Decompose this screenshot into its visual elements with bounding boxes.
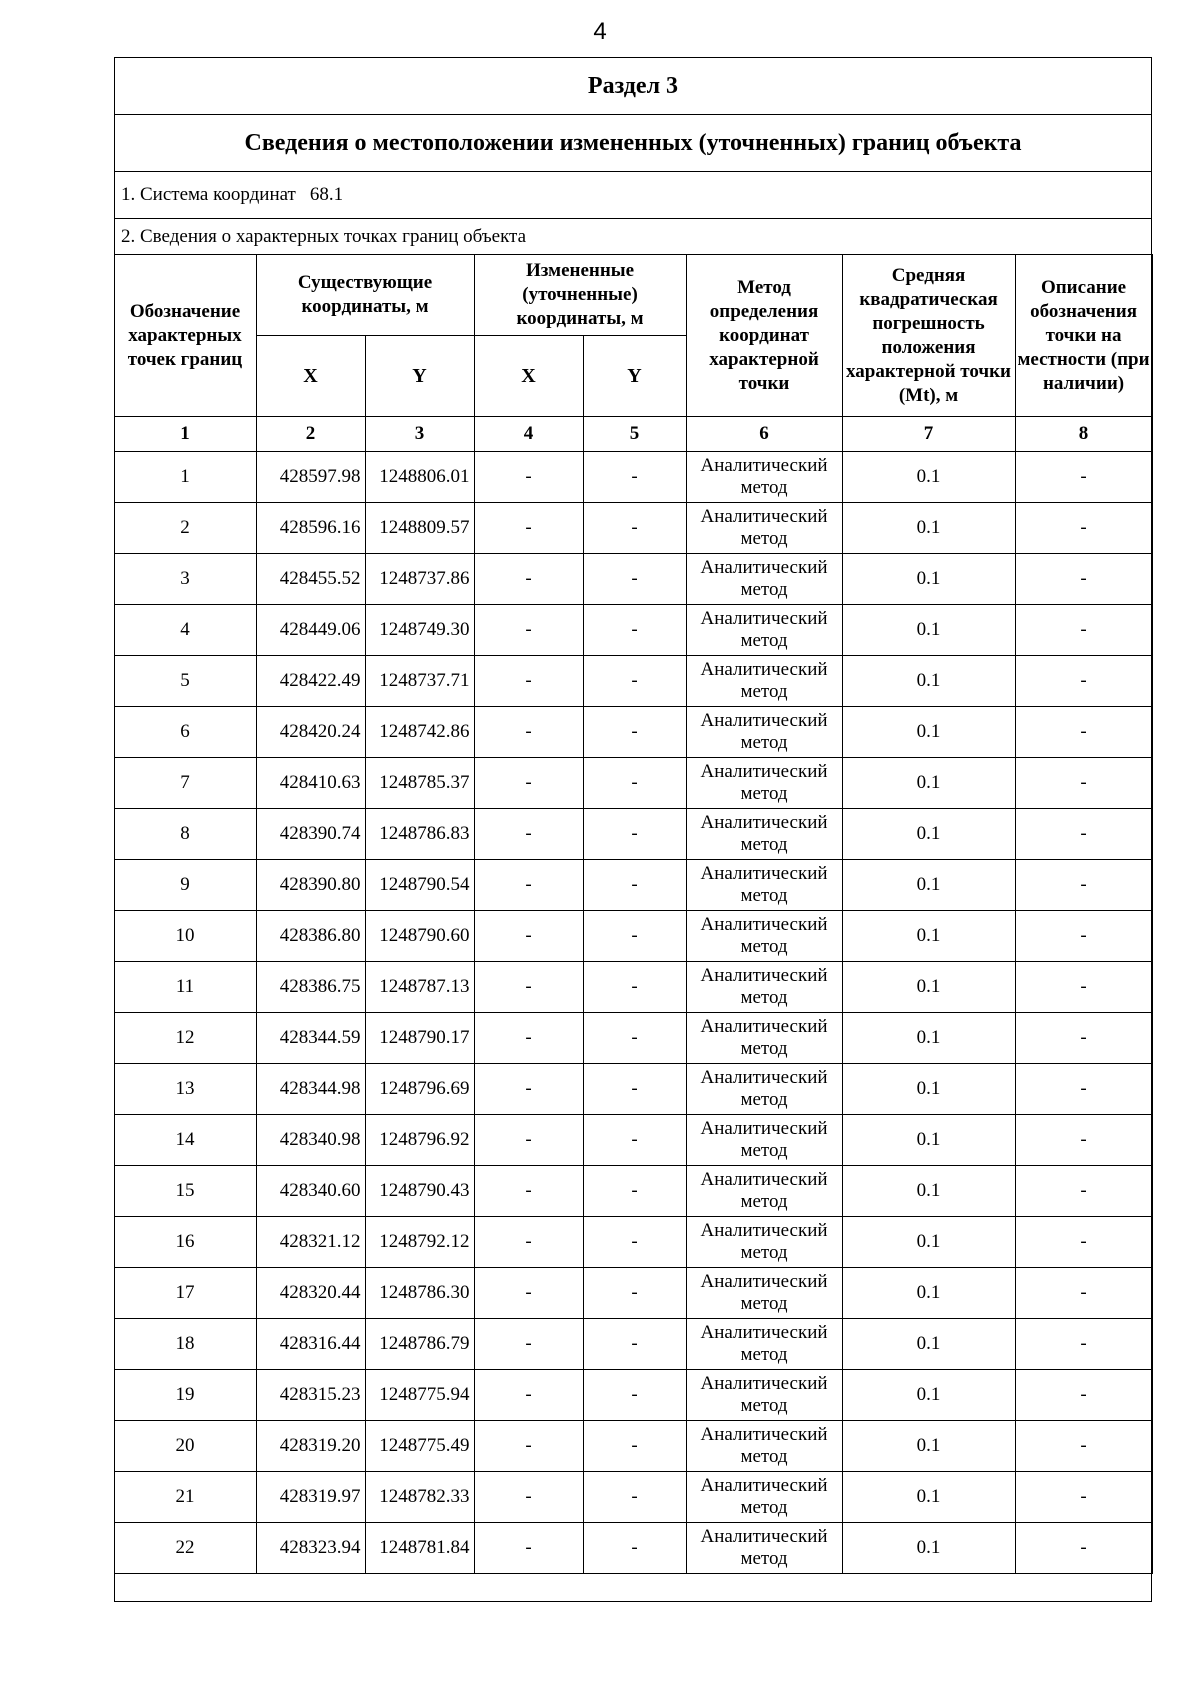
error-cell: 0.1 xyxy=(842,962,1015,1013)
description-cell: - xyxy=(1015,1217,1152,1268)
changed-y-cell: - xyxy=(583,911,686,962)
existing-x-cell: 428390.74 xyxy=(256,809,365,860)
existing-y-cell: 1248792.12 xyxy=(365,1217,474,1268)
section-subtitle: Сведения о местоположении измененных (уточненных) границ объекта xyxy=(115,115,1151,172)
method-cell: Аналитический метод xyxy=(686,962,842,1013)
changed-x-cell: - xyxy=(474,554,583,605)
description-cell: - xyxy=(1015,1064,1152,1115)
column-number: 8 xyxy=(1015,417,1152,452)
existing-x-cell: 428340.60 xyxy=(256,1166,365,1217)
existing-y-cell: 1248790.17 xyxy=(365,1013,474,1064)
table-row xyxy=(114,452,1152,503)
table-row xyxy=(114,911,1152,962)
point-number-cell: 13 xyxy=(114,1064,256,1115)
changed-y-cell: - xyxy=(583,809,686,860)
point-number-cell: 10 xyxy=(114,911,256,962)
point-number-cell: 4 xyxy=(114,605,256,656)
description-cell: - xyxy=(1015,758,1152,809)
section-title: Раздел 3 xyxy=(115,58,1151,115)
method-cell: Аналитический метод xyxy=(686,554,842,605)
existing-x-cell: 428320.44 xyxy=(256,1268,365,1319)
description-cell: - xyxy=(1015,1421,1152,1472)
description-cell: - xyxy=(1015,860,1152,911)
header-changed-coords: Измененные (уточненные) координаты, м xyxy=(474,255,686,336)
changed-y-cell: - xyxy=(583,1217,686,1268)
existing-x-cell: 428344.59 xyxy=(256,1013,365,1064)
changed-y-cell: - xyxy=(583,1523,686,1574)
table-row xyxy=(114,656,1152,707)
points-table xyxy=(114,254,1153,1602)
coordinate-system-value: 68.1 xyxy=(309,184,344,205)
existing-x-cell: 428344.98 xyxy=(256,1064,365,1115)
method-cell: Аналитический метод xyxy=(686,605,842,656)
table-row xyxy=(114,1268,1152,1319)
existing-x-cell: 428410.63 xyxy=(256,758,365,809)
existing-y-cell: 1248785.37 xyxy=(365,758,474,809)
point-number-cell: 18 xyxy=(114,1319,256,1370)
existing-y-cell: 1248781.84 xyxy=(365,1523,474,1574)
existing-y-cell: 1248737.71 xyxy=(365,656,474,707)
existing-x-cell: 428449.06 xyxy=(256,605,365,656)
changed-y-cell: - xyxy=(583,1319,686,1370)
table-row xyxy=(114,1115,1152,1166)
table-row xyxy=(114,554,1152,605)
table-row xyxy=(114,962,1152,1013)
existing-y-cell: 1248806.01 xyxy=(365,452,474,503)
table-row xyxy=(114,1064,1152,1115)
description-cell: - xyxy=(1015,1013,1152,1064)
method-cell: Аналитический метод xyxy=(686,1523,842,1574)
changed-y-cell: - xyxy=(583,860,686,911)
error-cell: 0.1 xyxy=(842,554,1015,605)
existing-x-cell: 428455.52 xyxy=(256,554,365,605)
error-cell: 0.1 xyxy=(842,758,1015,809)
changed-x-cell: - xyxy=(474,1421,583,1472)
existing-y-cell: 1248742.86 xyxy=(365,707,474,758)
header-designation: Обозначение характерных точек границ xyxy=(114,255,256,417)
header-existing-x: X xyxy=(256,336,365,417)
method-cell: Аналитический метод xyxy=(686,911,842,962)
method-cell: Аналитический метод xyxy=(686,1370,842,1421)
existing-x-cell: 428597.98 xyxy=(256,452,365,503)
error-cell: 0.1 xyxy=(842,1472,1015,1523)
existing-y-cell: 1248775.94 xyxy=(365,1370,474,1421)
changed-x-cell: - xyxy=(474,452,583,503)
existing-x-cell: 428390.80 xyxy=(256,860,365,911)
changed-y-cell: - xyxy=(583,1472,686,1523)
description-cell: - xyxy=(1015,452,1152,503)
error-cell: 0.1 xyxy=(842,1115,1015,1166)
table-row xyxy=(114,1166,1152,1217)
changed-x-cell: - xyxy=(474,1217,583,1268)
changed-x-cell: - xyxy=(474,809,583,860)
method-cell: Аналитический метод xyxy=(686,1115,842,1166)
description-cell: - xyxy=(1015,1370,1152,1421)
existing-y-cell: 1248782.33 xyxy=(365,1472,474,1523)
existing-x-cell: 428321.12 xyxy=(256,1217,365,1268)
existing-x-cell: 428323.94 xyxy=(256,1523,365,1574)
existing-x-cell: 428319.97 xyxy=(256,1472,365,1523)
changed-y-cell: - xyxy=(583,1421,686,1472)
existing-x-cell: 428386.75 xyxy=(256,962,365,1013)
column-number: 1 xyxy=(114,417,256,452)
changed-x-cell: - xyxy=(474,707,583,758)
existing-x-cell: 428315.23 xyxy=(256,1370,365,1421)
error-cell: 0.1 xyxy=(842,911,1015,962)
changed-x-cell: - xyxy=(474,605,583,656)
point-number-cell: 1 xyxy=(114,452,256,503)
method-cell: Аналитический метод xyxy=(686,809,842,860)
error-cell: 0.1 xyxy=(842,503,1015,554)
description-cell: - xyxy=(1015,1268,1152,1319)
existing-y-cell: 1248787.13 xyxy=(365,962,474,1013)
method-cell: Аналитический метод xyxy=(686,1319,842,1370)
method-cell: Аналитический метод xyxy=(686,1472,842,1523)
point-number-cell: 7 xyxy=(114,758,256,809)
existing-x-cell: 428319.20 xyxy=(256,1421,365,1472)
point-number-cell: 16 xyxy=(114,1217,256,1268)
error-cell: 0.1 xyxy=(842,1421,1015,1472)
point-number-cell: 12 xyxy=(114,1013,256,1064)
existing-y-cell: 1248809.57 xyxy=(365,503,474,554)
error-cell: 0.1 xyxy=(842,656,1015,707)
changed-x-cell: - xyxy=(474,860,583,911)
column-number: 3 xyxy=(365,417,474,452)
changed-y-cell: - xyxy=(583,1013,686,1064)
existing-y-cell: 1248749.30 xyxy=(365,605,474,656)
error-cell: 0.1 xyxy=(842,1319,1015,1370)
existing-y-cell: 1248786.79 xyxy=(365,1319,474,1370)
changed-y-cell: - xyxy=(583,1370,686,1421)
error-cell: 0.1 xyxy=(842,707,1015,758)
method-cell: Аналитический метод xyxy=(686,1013,842,1064)
point-number-cell: 21 xyxy=(114,1472,256,1523)
method-cell: Аналитический метод xyxy=(686,707,842,758)
point-number-cell: 14 xyxy=(114,1115,256,1166)
existing-x-cell: 428386.80 xyxy=(256,911,365,962)
header-error: Средняя квадратическая погрешность положения характерной точки (Mt), м xyxy=(842,255,1015,417)
column-number: 5 xyxy=(583,417,686,452)
table-row xyxy=(114,1472,1152,1523)
changed-y-cell: - xyxy=(583,962,686,1013)
points-table-body xyxy=(114,452,1152,1602)
column-number: 2 xyxy=(256,417,365,452)
changed-y-cell: - xyxy=(583,1166,686,1217)
existing-x-cell: 428420.24 xyxy=(256,707,365,758)
changed-y-cell: - xyxy=(583,758,686,809)
table-row xyxy=(114,605,1152,656)
error-cell: 0.1 xyxy=(842,1523,1015,1574)
changed-x-cell: - xyxy=(474,758,583,809)
coordinate-system-label: 1. Система координат xyxy=(121,184,296,205)
changed-x-cell: - xyxy=(474,962,583,1013)
changed-y-cell: - xyxy=(583,554,686,605)
existing-y-cell: 1248786.30 xyxy=(365,1268,474,1319)
table-row xyxy=(114,503,1152,554)
header-existing-y: Y xyxy=(365,336,474,417)
description-cell: - xyxy=(1015,1166,1152,1217)
page-number: 4 xyxy=(593,18,607,45)
error-cell: 0.1 xyxy=(842,452,1015,503)
changed-x-cell: - xyxy=(474,1319,583,1370)
error-cell: 0.1 xyxy=(842,1217,1015,1268)
method-cell: Аналитический метод xyxy=(686,860,842,911)
changed-x-cell: - xyxy=(474,1115,583,1166)
existing-y-cell: 1248790.54 xyxy=(365,860,474,911)
existing-y-cell: 1248786.83 xyxy=(365,809,474,860)
existing-x-cell: 428340.98 xyxy=(256,1115,365,1166)
column-number: 4 xyxy=(474,417,583,452)
point-number-cell: 5 xyxy=(114,656,256,707)
method-cell: Аналитический метод xyxy=(686,1268,842,1319)
changed-y-cell: - xyxy=(583,503,686,554)
changed-x-cell: - xyxy=(474,1064,583,1115)
existing-x-cell: 428316.44 xyxy=(256,1319,365,1370)
existing-y-cell: 1248790.43 xyxy=(365,1166,474,1217)
error-cell: 0.1 xyxy=(842,809,1015,860)
existing-y-cell: 1248796.69 xyxy=(365,1064,474,1115)
error-cell: 0.1 xyxy=(842,1013,1015,1064)
changed-x-cell: - xyxy=(474,911,583,962)
points-caption: 2. Сведения о характерных точках границ объекта xyxy=(121,226,527,247)
method-cell: Аналитический метод xyxy=(686,1166,842,1217)
table-row xyxy=(114,1370,1152,1421)
changed-x-cell: - xyxy=(474,1013,583,1064)
description-cell: - xyxy=(1015,503,1152,554)
description-cell: - xyxy=(1015,962,1152,1013)
changed-x-cell: - xyxy=(474,1523,583,1574)
header-changed-y: Y xyxy=(583,336,686,417)
point-number-cell: 6 xyxy=(114,707,256,758)
coordinate-system xyxy=(115,172,1151,219)
existing-x-cell: 428422.49 xyxy=(256,656,365,707)
error-cell: 0.1 xyxy=(842,1064,1015,1115)
table-row xyxy=(114,1523,1152,1574)
point-number-cell: 19 xyxy=(114,1370,256,1421)
description-cell: - xyxy=(1015,1472,1152,1523)
description-cell: - xyxy=(1015,1115,1152,1166)
changed-x-cell: - xyxy=(474,656,583,707)
table-row xyxy=(114,809,1152,860)
column-number: 6 xyxy=(686,417,842,452)
method-cell: Аналитический метод xyxy=(686,656,842,707)
changed-x-cell: - xyxy=(474,1370,583,1421)
header-description: Описание обозначения точки на местности (при наличии) xyxy=(1015,255,1152,417)
point-number-cell: 3 xyxy=(114,554,256,605)
table-footer-row xyxy=(114,1574,1152,1602)
point-number-cell: 22 xyxy=(114,1523,256,1574)
changed-y-cell: - xyxy=(583,605,686,656)
existing-x-cell: 428596.16 xyxy=(256,503,365,554)
header-method: Метод определения координат характерной точки xyxy=(686,255,842,417)
table-row xyxy=(114,860,1152,911)
changed-y-cell: - xyxy=(583,1268,686,1319)
description-cell: - xyxy=(1015,1319,1152,1370)
changed-y-cell: - xyxy=(583,1115,686,1166)
table-row xyxy=(114,1217,1152,1268)
column-number: 7 xyxy=(842,417,1015,452)
method-cell: Аналитический метод xyxy=(686,452,842,503)
header-changed-x: X xyxy=(474,336,583,417)
error-cell: 0.1 xyxy=(842,860,1015,911)
changed-x-cell: - xyxy=(474,1166,583,1217)
changed-x-cell: - xyxy=(474,1268,583,1319)
header-existing-coords: Существующие координаты, м xyxy=(256,255,474,336)
changed-x-cell: - xyxy=(474,1472,583,1523)
error-cell: 0.1 xyxy=(842,1166,1015,1217)
point-number-cell: 8 xyxy=(114,809,256,860)
point-number-cell: 2 xyxy=(114,503,256,554)
table-row xyxy=(114,707,1152,758)
changed-y-cell: - xyxy=(583,656,686,707)
method-cell: Аналитический метод xyxy=(686,503,842,554)
error-cell: 0.1 xyxy=(842,1370,1015,1421)
point-number-cell: 20 xyxy=(114,1421,256,1472)
description-cell: - xyxy=(1015,911,1152,962)
table-row xyxy=(114,1421,1152,1472)
changed-y-cell: - xyxy=(583,1064,686,1115)
point-number-cell: 9 xyxy=(114,860,256,911)
point-number-cell: 11 xyxy=(114,962,256,1013)
description-cell: - xyxy=(1015,605,1152,656)
error-cell: 0.1 xyxy=(842,605,1015,656)
method-cell: Аналитический метод xyxy=(686,758,842,809)
table-footer-cell xyxy=(114,1574,1152,1602)
description-cell: - xyxy=(1015,656,1152,707)
section-sheet xyxy=(114,57,1152,1602)
changed-y-cell: - xyxy=(583,452,686,503)
description-cell: - xyxy=(1015,707,1152,758)
table-row xyxy=(114,758,1152,809)
table-row xyxy=(114,1013,1152,1064)
existing-y-cell: 1248796.92 xyxy=(365,1115,474,1166)
point-number-cell: 17 xyxy=(114,1268,256,1319)
column-numbers-row xyxy=(114,417,1152,452)
existing-y-cell: 1248775.49 xyxy=(365,1421,474,1472)
table-row xyxy=(114,1319,1152,1370)
description-cell: - xyxy=(1015,554,1152,605)
error-cell: 0.1 xyxy=(842,1268,1015,1319)
point-number-cell: 15 xyxy=(114,1166,256,1217)
method-cell: Аналитический метод xyxy=(686,1064,842,1115)
existing-y-cell: 1248737.86 xyxy=(365,554,474,605)
method-cell: Аналитический метод xyxy=(686,1421,842,1472)
changed-x-cell: - xyxy=(474,503,583,554)
description-cell: - xyxy=(1015,809,1152,860)
method-cell: Аналитический метод xyxy=(686,1217,842,1268)
changed-y-cell: - xyxy=(583,707,686,758)
existing-y-cell: 1248790.60 xyxy=(365,911,474,962)
description-cell: - xyxy=(1015,1523,1152,1574)
